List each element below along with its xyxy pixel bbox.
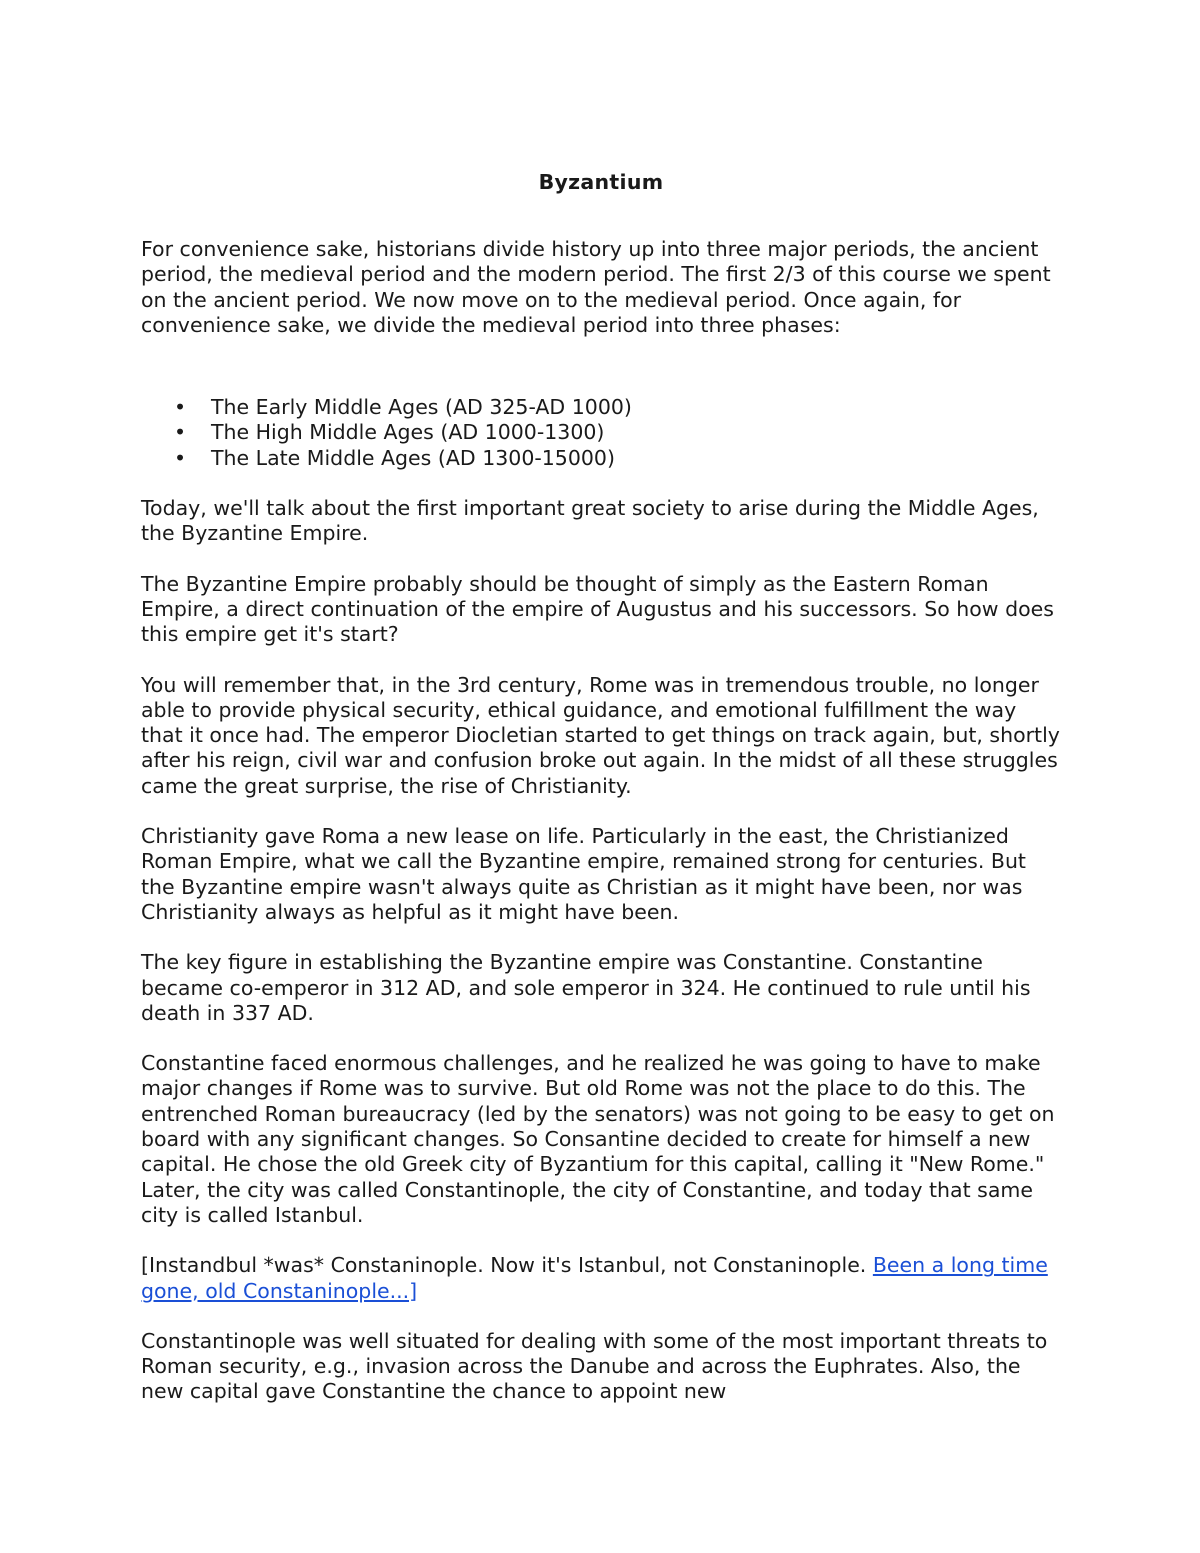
intro-paragraph: For convenience sake, historians divide history up into three major periods, the ancient period, the medieval period and the modern period. The first 2/3 of this course we spent on the ancient period. We now move on to the medieval period. Once again, for convenience sake, we divide the medieval period into three phases: — [141, 237, 1051, 337]
medieval-phases-list — [141, 395, 1061, 471]
aside-text: [Instandbul *was* Constaninople. Now it's Istanbul, not Constaninople. — [141, 1253, 873, 1278]
paragraph-constantinople-location: Constantinople was well situated for dealing with some of the most important threats to Roman security, e.g., invasion across the Danube and across the Euphrates. Also, the new capital gave Constantine the chance to appoint new — [141, 1328, 1048, 1404]
document-title: Byzantium — [538, 170, 664, 194]
aside-paragraph — [141, 1253, 1061, 1304]
paragraph-constantine: The key figure in establishing the Byzantine empire was Constantine. Constantine became co-emperor in 312 AD, and sole emperor in 324. He continued to rule until his death in 337 AD. — [141, 950, 1031, 1025]
paragraph-third-century: You will remember that, in the 3rd century, Rome was in tremendous trouble, no longer able to provide physical security, ethical guidance, and emotional fulfillment the way that it once had. The emperor Diocletian started to get things on track again, but, shortly after his reign, civil war and confusion broke out again. In the midst of all these struggles came the great surprise, the rise of Christianity. — [141, 672, 1060, 798]
phase-early: The Early Middle Ages (AD 325-AD 1000) — [211, 395, 632, 420]
phase-high: The High Middle Ages (AD 1000-1300) — [211, 420, 605, 445]
paragraph-christianity: Christianity gave Roma a new lease on life. Particularly in the east, the Christianized Roman Empire, what we call the Byzantine empire, remained strong for centuries. But the Byzantine empire wasn't always quite as Christian as it might have been, nor was Christianity always as helpful as it might have been. — [141, 824, 1026, 924]
bullet-icon: • — [174, 445, 187, 470]
song-link[interactable]: Been a long time gone, old Constaninople...] — [141, 1253, 1048, 1303]
paragraph-today: Today, we'll talk about the first important great society to arise during the Middle Ages, the Byzantine Empire. — [141, 496, 1039, 546]
list-item — [141, 395, 1061, 420]
paragraph-eastern-roman-empire: The Byzantine Empire probably should be thought of simply as the Eastern Roman Empire, a direct continuation of the empire of Augustus and his successors. So how does this empire get it's start? — [141, 571, 1054, 647]
list-item — [141, 420, 1061, 445]
bullet-icon: • — [174, 395, 187, 420]
paragraph-new-capital: Constantine faced enormous challenges, and he realized he was going to have to make major changes if Rome was to survive. But old Rome was not the place to do this. The entrenched Roman bureaucracy (led by the senators) was not going to be easy to get on board with any significant changes. So Consantine decided to create for himself a new capital. He chose the old Greek city of Byzantium for this capital, calling it "New Rome." Later, the city was called Constantinople, the city of Constantine, and today that same city is called Istanbul. — [141, 1051, 1055, 1227]
document-page — [141, 168, 1061, 1430]
bullet-icon: • — [174, 420, 187, 445]
phase-late: The Late Middle Ages (AD 1300-15000) — [211, 445, 615, 470]
list-item — [141, 446, 1061, 471]
